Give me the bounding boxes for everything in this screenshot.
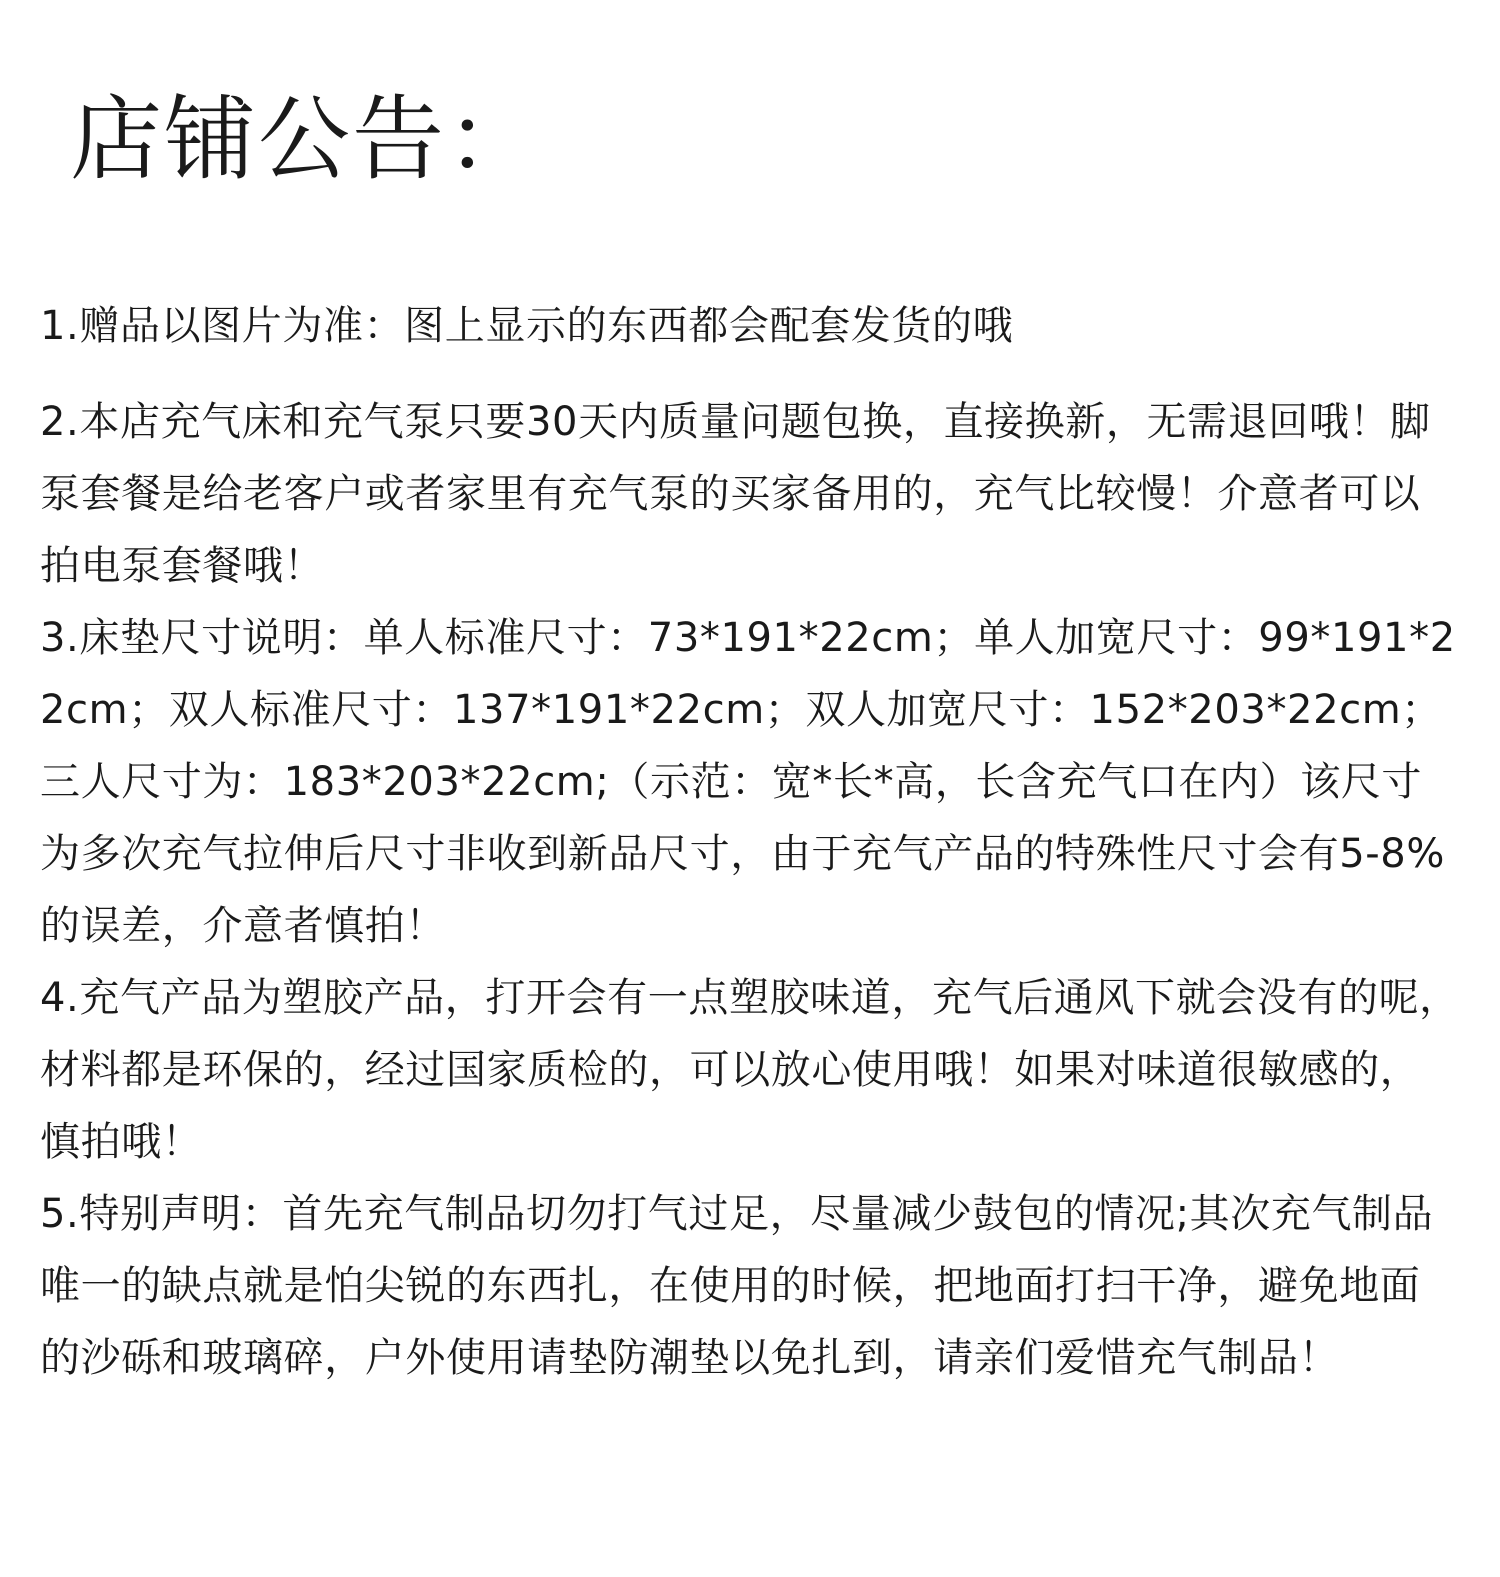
notice-item-odor: 4.充气产品为塑胶产品，打开会有一点塑胶味道，充气后通风下就会没有的呢，材料都是环保的，经过国家质检的，可以放心使用哦！如果对味道很敏感的，慎拍哦！: [40, 975, 1460, 1165]
notice-item-sizes: 3.床垫尺寸说明：单人标准尺寸：73*191*22cm；单人加宽尺寸：99*191*22cm；双人标准尺寸：137*191*22cm；双人加宽尺寸：152*203*22cm；三人尺寸为：183*203*22cm;（示范：宽*长*高，长含充气口在内）该尺寸为多次充气拉伸后尺寸非收到新品尺寸，由于充气产品的特殊性尺寸会有5-8%的误差，介意者慎拍！: [40, 615, 1456, 949]
notice-item-warranty: 2.本店充气床和充气泵只要30天内质量问题包换，直接换新，无需退回哦！脚泵套餐是给老客户或者家里有充气泵的买家备用的，充气比较慢！介意者可以拍电泵套餐哦！: [40, 399, 1431, 589]
notice-item-gifts: 1.赠品以图片为准：图上显示的东西都会配套发货的哦: [40, 303, 1014, 349]
notice-title: 店铺公告：: [70, 86, 541, 193]
notice-item-special-statement: 5.特别声明：首先充气制品切勿打气过足，尽量减少鼓包的情况;其次充气制品唯一的缺点就是怕尖锐的东西扎，在使用的时候，把地面打扫干净，避免地面的沙砾和玻璃碎，户外使用请垫防潮垫以免扎到，请亲们爱惜充气制品！: [40, 1191, 1434, 1381]
